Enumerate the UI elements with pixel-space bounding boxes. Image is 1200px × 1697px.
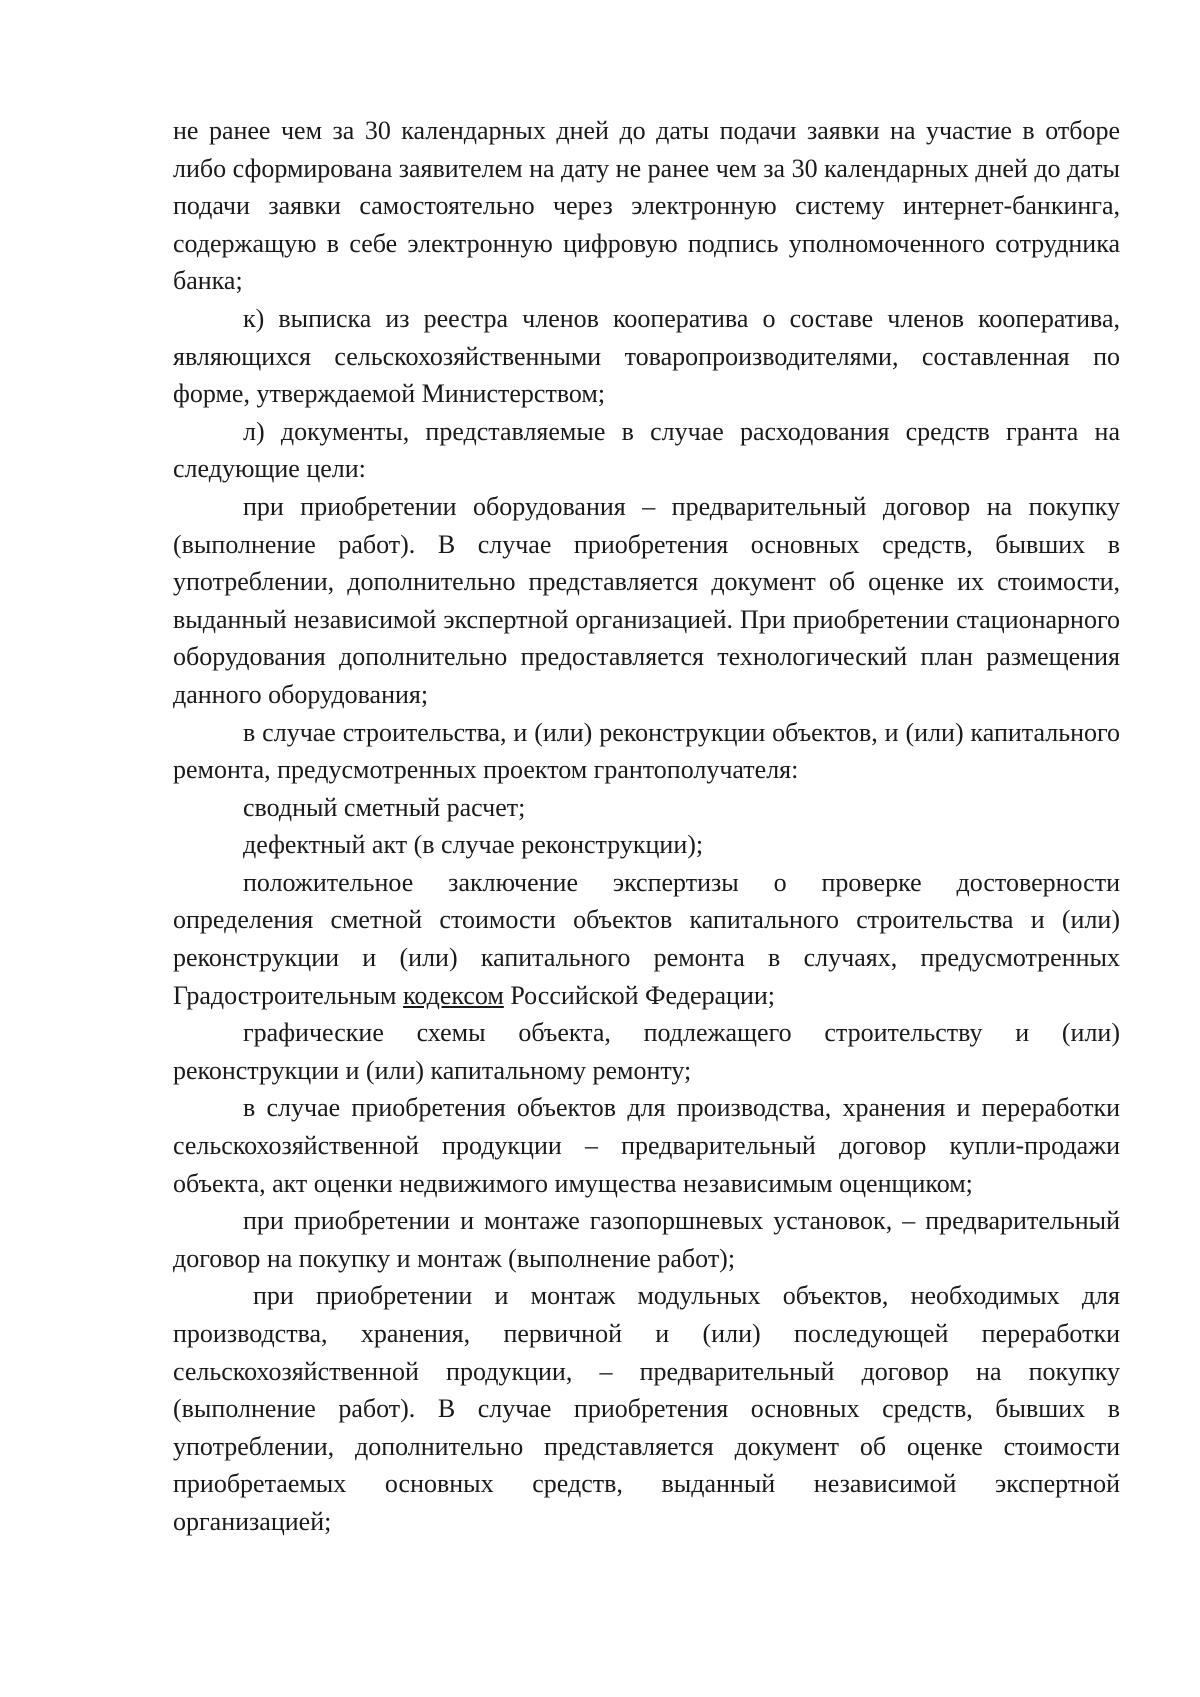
paragraph-continuation: не ранее чем за 30 календарных дней до даты подачи заявки на участие в отборе либо сформирована заявителем на дату не ранее чем за 30 календарных дней до даты подачи заявки самостоятельно через электронную систему интернет-банкинга, содержащую в себе электронную цифровую подпись уполномоченного сотрудника банка; (173, 116, 1120, 296)
paragraph-expertise-text-after: Российской Федерации; (503, 980, 775, 1010)
paragraph-modular-objects: при приобретении и монтаж модульных объектов, необходимых для производства, хранения, первичной и (или) последующей переработки сельскохозяйственной продукции, – предварительный договор на покупку (выполнение работ). В случае приобретения основных средств, бывших в употреблении, дополнительно представляется документ об оценке стоимости приобретаемых основных средств, выданный независимой экспертной организацией; (173, 1281, 1120, 1536)
code-link[interactable]: кодексом (403, 980, 504, 1010)
paragraph-expertise (173, 864, 1120, 1014)
paragraph-defect-act: дефектный акт (в случае реконструкции); (243, 830, 704, 860)
paragraph-estimate: сводный сметный расчет; (243, 792, 526, 822)
paragraph-graphic-schemes: графические схемы объекта, подлежащего строительству и (или) реконструкции и (или) капитальному ремонту; (173, 1018, 1120, 1085)
paragraph-objects-purchase: в случае приобретения объектов для производства, хранения и переработки сельскохозяйственной продукции – предварительный договор купли-продажи объекта, акт оценки недвижимого имущества независимым оценщиком; (173, 1093, 1120, 1198)
paragraph-construction: в случае строительства, и (или) реконструкции объектов, и (или) капитального ремонта, предусмотренных проектом грантополучателя: (173, 717, 1120, 785)
paragraph-item-k: к) выписка из реестра членов кооператива о составе членов кооператива, являющихся сельскохозяйственными товаропроизводителями, составленная по форме, утверждаемой Министерством; (173, 303, 1120, 409)
document-body (173, 112, 1120, 1541)
paragraph-gas-piston: при приобретении и монтаже газопоршневых установок, – предварительный договор на покупку и монтаж (выполнение работ); (173, 1206, 1120, 1273)
paragraph-item-l: л) документы, представляемые в случае расходования средств гранта на следующие цели: (173, 416, 1120, 484)
paragraph-equipment: при приобретении оборудования – предварительный договор на покупку (выполнение работ). В случае приобретения основных средств, бывших в употреблении, дополнительно представляется документ об оценке их стоимости, выданный независимой экспертной организацией. При приобретении стационарного оборудования дополнительно предоставляется технологический план размещения данного оборудования; (173, 491, 1120, 709)
paragraph-expertise-text-before: положительное заключение экспертизы о проверке достоверности определения сметной стоимости объектов капитального строительства и (или) реконструкции и (или) капитального ремонта в случаях, предусмотренных Градостроительным (173, 867, 1120, 1010)
